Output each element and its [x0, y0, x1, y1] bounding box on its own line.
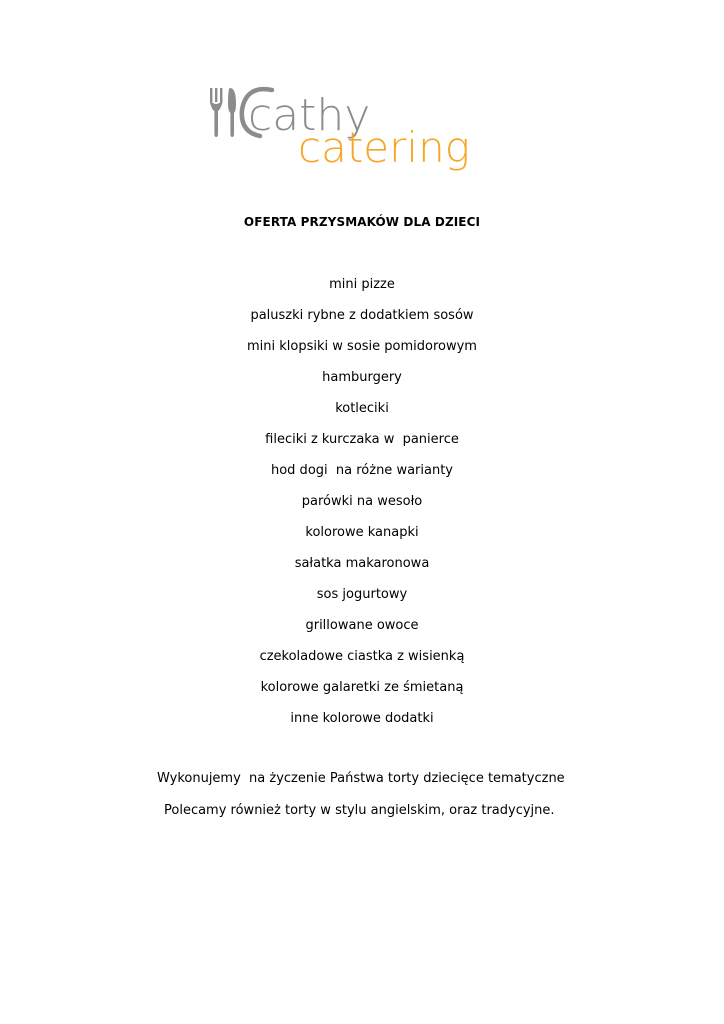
menu-item: kolorowe galaretki ze śmietaną [260, 680, 464, 695]
menu-item: hod dogi na różne warianty [270, 463, 453, 478]
spoon-icon [228, 88, 236, 137]
menu-item: kolorowe kanapki [305, 525, 419, 540]
menu-item: parówki na wesoło [301, 494, 423, 509]
menu-item: czekoladowe ciastka z wisienką [259, 649, 465, 664]
menu-item: mini pizze [329, 277, 395, 292]
logo-word-cathy: cathy [248, 90, 371, 141]
menu-item: sos jogurtowy [316, 587, 408, 602]
kids-menu-list [0, 277, 724, 742]
menu-item: grillowane owoce [305, 618, 419, 633]
menu-item: kotleciki [335, 401, 389, 416]
logo-word-catering: catering [298, 123, 470, 172]
menu-item: hamburgery [322, 370, 402, 385]
menu-item: fileciki z kurczaka w panierce [265, 432, 459, 447]
cathy-catering-logo [206, 80, 526, 172]
footer-themed-cakes-note: Wykonujemy na życzenie Państwa torty dziecięce tematyczne [157, 771, 565, 786]
menu-item: inne kolorowe dodatki [290, 711, 434, 726]
footer-traditional-cakes-note: Polecamy również torty w stylu angielskim, oraz tradycyjne. [164, 803, 555, 818]
offer-title: OFERTA PRZYSMAKÓW DLA DZIECI [243, 215, 481, 229]
fork-icon [210, 88, 222, 137]
menu-item: mini klopsiki w sosie pomidorowym [247, 339, 477, 354]
menu-item: sałatka makaronowa [294, 556, 430, 571]
menu-item: paluszki rybne z dodatkiem sosów [250, 308, 474, 323]
